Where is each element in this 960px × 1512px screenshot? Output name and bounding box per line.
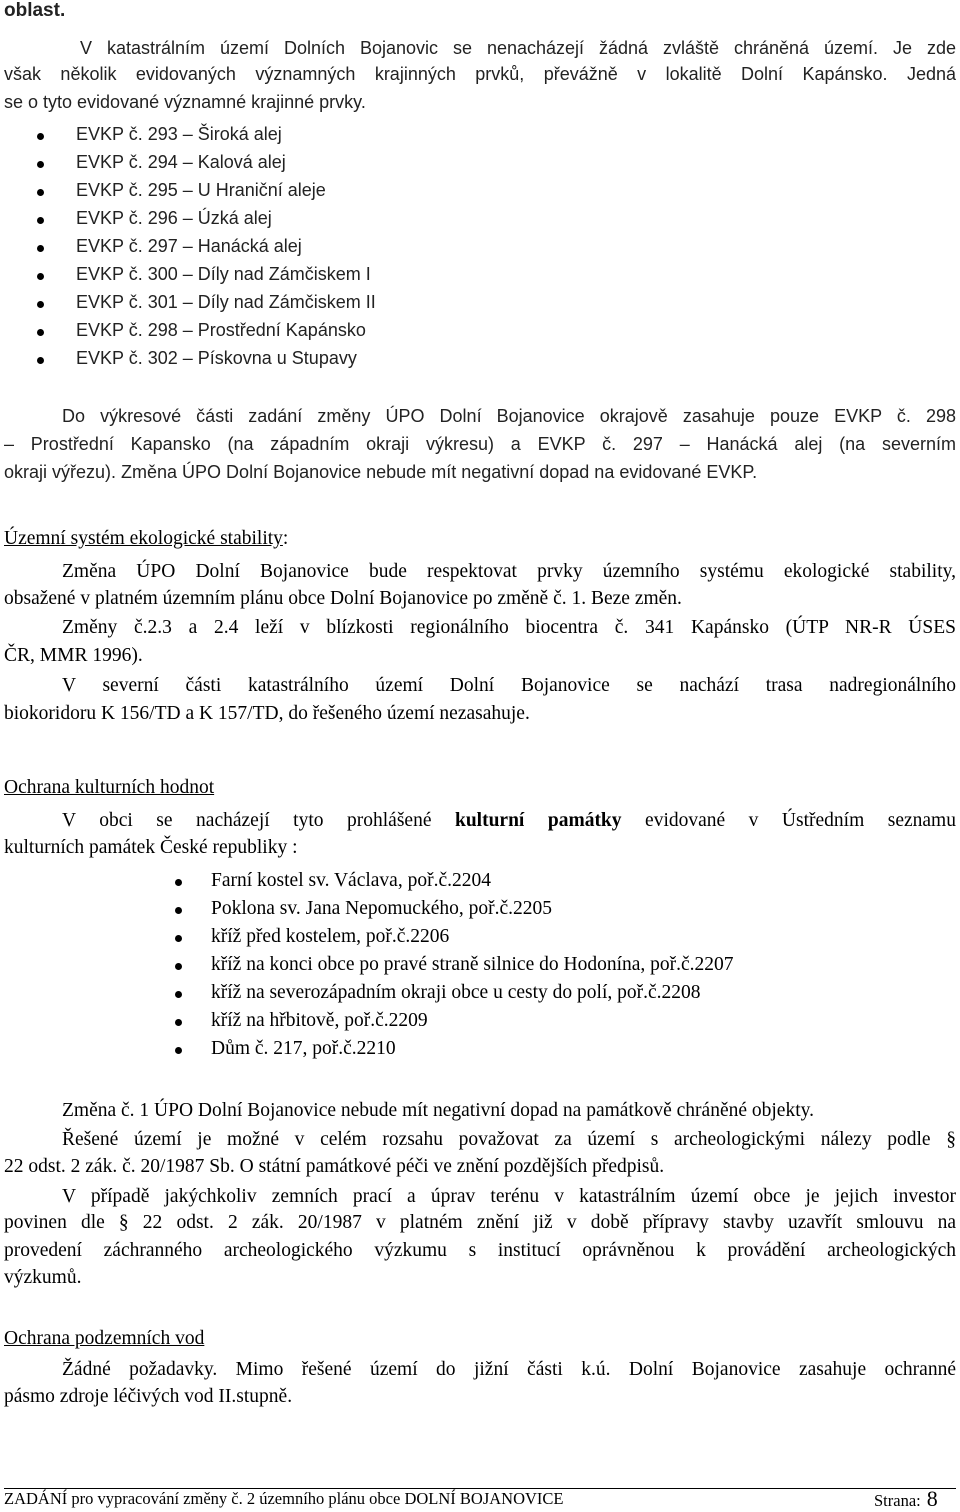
bullet-icon [37,217,44,224]
culture-intro-line2: kulturních památek České republiky : [4,837,298,858]
culture-para3-line2: povinen dle § 22 odst. 2 zák. 20/1987 v platném znění již v době přípravy stavby uzavřít smlouvu na [4,1212,956,1233]
bullet-icon [175,1047,182,1054]
footer-title: ZADÁNÍ pro vypracování změny č. 2 územního plánu obce DOLNÍ BOJANOVICE [4,1489,564,1508]
list-item: EVKP č. 298 – Prostřední Kapánsko [76,320,366,340]
culture-intro-before: V obci se nacházejí tyto prohlášené [62,810,455,831]
bullet-icon [175,1019,182,1026]
list-item: EVKP č. 301 – Díly nad Zámčiskem II [76,292,376,312]
list-item: Farní kostel sv. Václava, poř.č.2204 [211,870,491,891]
water-heading: Ochrana podzemních vod [4,1328,205,1349]
bullet-icon [175,991,182,998]
uses-heading [4,528,288,550]
page-number: 8 [926,1486,938,1511]
bullet-icon [37,245,44,252]
uses-line2: obsažené v platném územním plánu obce Dolní Bojanovice po změně č. 1. Beze změn. [4,588,682,609]
bullet-icon [37,273,44,280]
bullet-icon [37,133,44,140]
list-item: EVKP č. 295 – U Hraniční aleje [76,180,326,200]
water-line2: pásmo zdroje léčivých vod II.stupně. [4,1386,293,1407]
uses-line4: ČR, MMR 1996). [4,645,143,666]
bullet-icon [37,301,44,308]
para1-line2: však několik evidovaných významných krajinných prvků, převážně v lokalitě Dolní Kapánsko. Jedná [4,64,956,84]
para2-line3: okraji výřezu). Změna ÚPO Dolní Bojanovice nebude mít negativní dopad na evidované EVKP. [4,462,758,482]
list-item: Poklona sv. Jana Nepomuckého, poř.č.2205 [211,898,553,919]
uses-line1: Změna ÚPO Dolní Bojanovice bude respektovat prvky územního systému ekologické stability, [62,561,956,582]
bullet-icon [175,879,182,886]
list-item: EVKP č. 302 – Pískovna u Stupavy [76,348,357,368]
uses-line6: biokoridoru K 156/TD a K 157/TD, do řešeného území nezasahuje. [4,703,530,724]
culture-intro-bold: kulturní památky [454,810,622,831]
list-item: kříž na hřbitově, poř.č.2209 [211,1010,428,1031]
list-item: EVKP č. 300 – Díly nad Zámčiskem I [76,264,371,284]
bullet-icon [175,935,182,942]
list-item: kříž na konci obce po pravé straně silnice do Hodonína, poř.č.2207 [211,954,734,975]
page-label: Strana: [874,1491,921,1510]
bullet-icon [175,963,182,970]
uses-heading-colon: : [282,528,289,549]
culture-para3-line1: V případě jakýchkoliv zemních prací a úprav terénu v katastrálním území obce je jejich investor [62,1186,956,1207]
list-item: kříž před kostelem, poř.č.2206 [211,926,450,947]
bullet-icon [37,189,44,196]
culture-heading: Ochrana kulturních hodnot [4,777,215,798]
culture-para3-line3: provedení záchranného archeologického výzkumu s institucí oprávněnou k provádění archeologických [4,1240,956,1261]
bullet-icon [37,161,44,168]
para1-line1: V katastrálním území Dolních Bojanovic se nenacházejí žádná zvláště chráněná území. Je zde [80,38,956,58]
culture-para1: Změna č. 1 ÚPO Dolní Bojanovice nebude mít negativní dopad na památkově chráněné objekty. [62,1100,814,1121]
list-item: EVKP č. 297 – Hanácká alej [76,236,302,256]
culture-intro-line1 [4,810,956,832]
list-item: Dům č. 217, poř.č.2210 [211,1038,396,1059]
bullet-icon [37,357,44,364]
culture-intro-after: evidované v Ústředním seznamu [621,810,956,831]
bullet-icon [175,907,182,914]
footer-page [874,1486,938,1512]
para1-line3: se o tyto evidované významné krajinné prvky. [4,92,366,112]
uses-line5: V severní části katastrálního území Dolní Bojanovice se nachází trasa nadregionálního [62,675,956,696]
list-item: EVKP č. 293 – Široká alej [76,124,282,144]
culture-para3-line4: výzkumů. [4,1267,82,1288]
list-item: EVKP č. 296 – Úzká alej [76,208,272,228]
uses-line3: Změny č.2.3 a 2.4 leží v blízkosti regionálního biocentra č. 341 Kapánsko (ÚTP NR-R ÚSES [62,617,956,638]
list-item: kříž na severozápadním okraji obce u cesty do polí, poř.č.2208 [211,982,701,1003]
heading-tail: oblast. [4,0,66,21]
uses-heading-text: Územní systém ekologické stability [4,528,283,549]
culture-para2-line1: Řešené území je možné v celém rozsahu považovat za území s archeologickými nálezy podle § [62,1129,956,1150]
water-line1: Žádné požadavky. Mimo řešené území do jižní části k.ú. Dolní Bojanovice zasahuje ochranné [62,1359,956,1380]
bullet-icon [37,329,44,336]
para2-line1: Do výkresové části zadání změny ÚPO Dolní Bojanovice okrajově zasahuje pouze EVKP č. 298 [62,406,956,426]
para2-line2: – Prostřední Kapansko (na západním okraji výkresu) a EVKP č. 297 – Hanácká alej (na severním [4,434,956,454]
culture-para2-line2: 22 odst. 2 zák. č. 20/1987 Sb. O státní památkové péči ve znění pozdějších předpisů. [4,1156,665,1177]
list-item: EVKP č. 294 – Kalová alej [76,152,286,172]
